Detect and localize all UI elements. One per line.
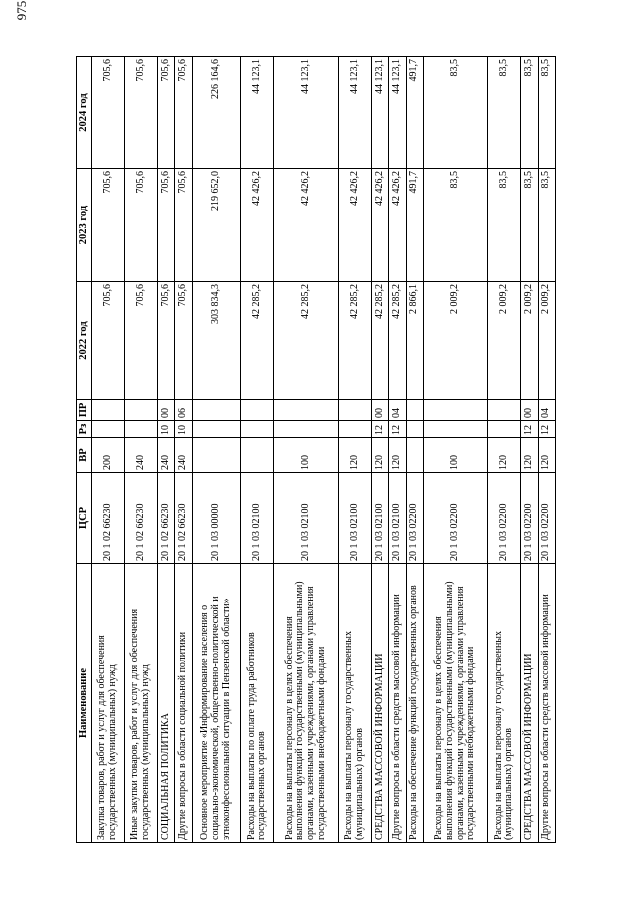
- row-vr: 200: [92, 438, 125, 473]
- row-csr: 20 1 03 02200: [521, 473, 538, 564]
- row-name: Другие вопросы в области средств массовой информации: [538, 564, 555, 843]
- header-2024: 2024 год: [77, 57, 92, 169]
- row-csr: 20 1 03 00000: [192, 473, 241, 564]
- row-value-2022: 303 834,3: [192, 282, 241, 400]
- row-pr: [339, 400, 372, 421]
- row-value-2024: 705,6: [175, 57, 192, 169]
- row-vr: 120: [488, 438, 521, 473]
- row-vr: 240: [175, 438, 192, 473]
- table-row: [423, 57, 488, 843]
- row-value-2024: 705,6: [125, 57, 158, 169]
- row-value-2022: 705,6: [125, 282, 158, 400]
- row-rz: [92, 421, 125, 438]
- row-name: Основное мероприятие «Информирование населения о социально-экономической, общественно-политической и этноконфессиональной ситуации в Пензенской области»: [192, 564, 241, 843]
- row-pr: 04: [538, 400, 555, 421]
- row-value-2023: 705,6: [158, 169, 175, 282]
- row-value-2022: 2 009,2: [538, 282, 555, 400]
- row-name: Другие вопросы в области социальной политики: [175, 564, 192, 843]
- row-value-2024: 44 123,1: [372, 57, 389, 169]
- row-csr: 20 1 03 02200: [406, 473, 423, 564]
- row-value-2022: 42 285,2: [274, 282, 339, 400]
- row-vr: 240: [125, 438, 158, 473]
- row-value-2022: 42 285,2: [241, 282, 274, 400]
- row-csr: 20 1 03 02200: [488, 473, 521, 564]
- table-row: [521, 57, 538, 843]
- row-csr: 20 1 03 02200: [538, 473, 555, 564]
- row-pr: 06: [175, 400, 192, 421]
- row-pr: [423, 400, 488, 421]
- row-pr: [406, 400, 423, 421]
- row-value-2023: 705,6: [92, 169, 125, 282]
- row-value-2024: 226 164,6: [192, 57, 241, 169]
- rotated-page-content: [76, 57, 556, 843]
- row-pr: [192, 400, 241, 421]
- row-pr: [488, 400, 521, 421]
- row-value-2024: 44 123,1: [339, 57, 372, 169]
- row-name: Расходы на выплаты персоналу в целях обеспечения выполнения функций государственными (муниципальными) органами, казенными учреждениями, органами управления государственными внебюджетными фондами: [274, 564, 339, 843]
- row-value-2022: 2 009,2: [521, 282, 538, 400]
- row-csr: 20 1 02 66230: [92, 473, 125, 564]
- row-value-2024: 44 123,1: [241, 57, 274, 169]
- row-value-2024: 83,5: [488, 57, 521, 169]
- row-name: Расходы на выплаты персоналу в целях обеспечения выполнения функций государственными (муниципальными) органами, казенными учреждениями, органами управления государственными внебюджетными фондами: [423, 564, 488, 843]
- row-csr: 20 1 03 02100: [241, 473, 274, 564]
- row-value-2023: 42 426,2: [241, 169, 274, 282]
- header-rz: Рз: [77, 421, 92, 438]
- row-pr: [241, 400, 274, 421]
- row-pr: [92, 400, 125, 421]
- row-value-2023: 83,5: [423, 169, 488, 282]
- row-value-2022: 2 009,2: [488, 282, 521, 400]
- row-value-2023: 42 426,2: [372, 169, 389, 282]
- row-name: Закупка товаров, работ и услуг для обеспечения государственных (муниципальных) нужд: [92, 564, 125, 843]
- row-pr: 00: [521, 400, 538, 421]
- row-vr: [406, 438, 423, 473]
- row-csr: 20 1 03 02100: [372, 473, 389, 564]
- row-rz: [406, 421, 423, 438]
- row-vr: 100: [274, 438, 339, 473]
- row-value-2023: 705,6: [125, 169, 158, 282]
- row-csr: 20 1 03 02100: [339, 473, 372, 564]
- table-row: [158, 57, 175, 843]
- row-vr: 100: [423, 438, 488, 473]
- row-value-2022: 42 285,2: [372, 282, 389, 400]
- header-pr: ПР: [77, 400, 92, 421]
- row-vr: 120: [339, 438, 372, 473]
- table-row: [92, 57, 125, 843]
- row-csr: 20 1 02 66230: [125, 473, 158, 564]
- row-value-2022: 705,6: [158, 282, 175, 400]
- row-value-2022: 42 285,2: [389, 282, 406, 400]
- row-rz: 12: [521, 421, 538, 438]
- row-name: СРЕДСТВА МАССОВОЙ ИНФОРМАЦИИ: [372, 564, 389, 843]
- row-vr: [192, 438, 241, 473]
- row-rz: [241, 421, 274, 438]
- budget-table: [76, 56, 556, 843]
- row-vr: 120: [372, 438, 389, 473]
- table-row: [389, 57, 406, 843]
- row-value-2023: 491,7: [406, 169, 423, 282]
- row-value-2023: 83,5: [521, 169, 538, 282]
- row-value-2024: 705,6: [92, 57, 125, 169]
- row-rz: [192, 421, 241, 438]
- row-value-2024: 44 123,1: [389, 57, 406, 169]
- table-row: [538, 57, 555, 843]
- row-value-2024: 44 123,1: [274, 57, 339, 169]
- row-value-2024: 705,6: [158, 57, 175, 169]
- header-vr: ВР: [77, 438, 92, 473]
- row-value-2023: 42 426,2: [389, 169, 406, 282]
- row-name: Расходы на выплаты по оплате труда работников государственных органов: [241, 564, 274, 843]
- table-header-row: [77, 57, 92, 843]
- row-name: Расходы на выплаты персоналу государственных (муниципальных) органов: [339, 564, 372, 843]
- row-rz: [423, 421, 488, 438]
- row-rz: 12: [372, 421, 389, 438]
- header-2022: 2022 год: [77, 282, 92, 400]
- header-2023: 2023 год: [77, 169, 92, 282]
- row-vr: 120: [538, 438, 555, 473]
- row-value-2023: 83,5: [538, 169, 555, 282]
- row-vr: 240: [158, 438, 175, 473]
- table-row: [241, 57, 274, 843]
- row-csr: 20 1 02 66230: [175, 473, 192, 564]
- row-rz: 10: [175, 421, 192, 438]
- row-value-2022: 42 285,2: [339, 282, 372, 400]
- row-pr: 04: [389, 400, 406, 421]
- row-name: СРЕДСТВА МАССОВОЙ ИНФОРМАЦИИ: [521, 564, 538, 843]
- row-pr: [125, 400, 158, 421]
- row-csr: 20 1 03 02100: [389, 473, 406, 564]
- row-rz: [339, 421, 372, 438]
- row-name: Другие вопросы в области средств массовой информации: [389, 564, 406, 843]
- row-value-2024: 83,5: [538, 57, 555, 169]
- row-vr: [241, 438, 274, 473]
- table-row: [372, 57, 389, 843]
- table-row: [488, 57, 521, 843]
- row-csr: 20 1 03 02200: [423, 473, 488, 564]
- row-name: СОЦИАЛЬНАЯ ПОЛИТИКА: [158, 564, 175, 843]
- row-rz: 10: [158, 421, 175, 438]
- row-value-2022: 2 009,2: [423, 282, 488, 400]
- row-csr: 20 1 03 02100: [274, 473, 339, 564]
- table-row: [339, 57, 372, 843]
- row-name: Расходы на выплаты персоналу государственных (муниципальных) органов: [488, 564, 521, 843]
- row-pr: 00: [372, 400, 389, 421]
- row-value-2022: 2 866,1: [406, 282, 423, 400]
- table-row: [175, 57, 192, 843]
- row-rz: [125, 421, 158, 438]
- row-value-2023: 42 426,2: [339, 169, 372, 282]
- row-rz: 12: [389, 421, 406, 438]
- table-body: [92, 57, 556, 843]
- page-number: 975: [14, 0, 29, 21]
- row-value-2022: 705,6: [92, 282, 125, 400]
- row-value-2023: 705,6: [175, 169, 192, 282]
- row-value-2023: 42 426,2: [274, 169, 339, 282]
- row-value-2022: 705,6: [175, 282, 192, 400]
- row-rz: [488, 421, 521, 438]
- row-vr: 120: [389, 438, 406, 473]
- header-name: Наименование: [77, 564, 92, 843]
- row-pr: [274, 400, 339, 421]
- row-value-2023: 83,5: [488, 169, 521, 282]
- table-row: [274, 57, 339, 843]
- row-name: Расходы на обеспечение функций государственных органов: [406, 564, 423, 843]
- row-vr: 120: [521, 438, 538, 473]
- header-csr: ЦСР: [77, 473, 92, 564]
- row-value-2024: 83,5: [521, 57, 538, 169]
- row-value-2023: 219 652,0: [192, 169, 241, 282]
- table-row: [125, 57, 158, 843]
- table-row: [406, 57, 423, 843]
- table-row: [192, 57, 241, 843]
- row-rz: [274, 421, 339, 438]
- row-value-2024: 491,7: [406, 57, 423, 169]
- row-pr: 00: [158, 400, 175, 421]
- row-name: Иные закупки товаров, работ и услуг для обеспечения государственных (муниципальных) нужд: [125, 564, 158, 843]
- row-value-2024: 83,5: [423, 57, 488, 169]
- row-csr: 20 1 02 66230: [158, 473, 175, 564]
- row-rz: 12: [538, 421, 555, 438]
